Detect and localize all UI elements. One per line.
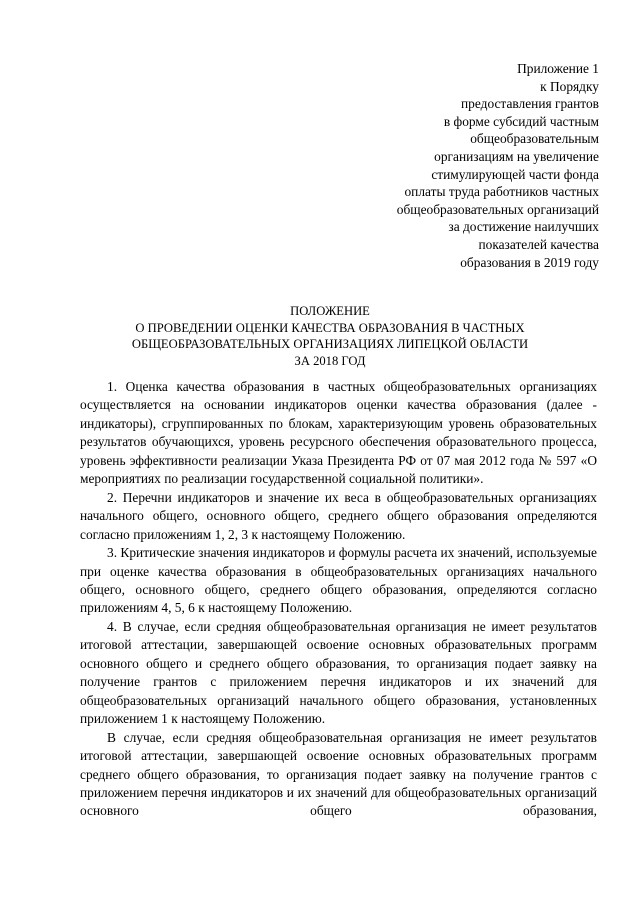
appendix-line: предоставления грантов — [461, 96, 599, 112]
title-line: ЗА 2018 ГОД — [294, 353, 366, 368]
paragraph-5: В случае, если средняя общеобразовательная организация не имеет результатов итоговой аттестации, завершающей освоение основных образовательных программ среднего общего образования, то организация подает заявку на получение грантов с приложением перечня индикаторов и их значений для общеобразовательных организаций основного общего образования, — [80, 729, 597, 819]
appendix-line: общеобразовательных организаций — [396, 201, 599, 217]
appendix-reference — [339, 60, 599, 271]
appendix-line: Приложение 1 — [517, 61, 599, 76]
title-line: О ПРОВЕДЕНИИ ОЦЕНКИ КАЧЕСТВА ОБРАЗОВАНИЯ В ЧАСТНЫХ — [135, 320, 525, 335]
document-title — [80, 303, 580, 369]
appendix-line: общеобразовательным — [470, 131, 599, 147]
paragraph-4: 4. В случае, если средняя общеобразовательная организация не имеет результатов итоговой аттестации, завершающей освоение основных образовательных программ основного общего и среднего общего образования, то организация подает заявку на получение грантов с приложением перечня индикаторов и их значений для общеобразовательных организаций начального общего образования, установленных приложением 1 к настоящему Положению. — [80, 618, 597, 727]
appendix-line: образования в 2019 году — [460, 254, 599, 270]
appendix-line: организациям на увеличение — [434, 148, 599, 164]
paragraph-1: 1. Оценка качества образования в частных общеобразовательных организациях осуществляется на основании индикаторов оценки качества образования (далее - индикаторы), сгруппированных по блокам, характеризующим уровень образовательных результатов обучающихся, уровень ресурсного обеспечения образовательного процесса, уровень эффективности реализации Указа Президента РФ от 07 мая 2012 года № 597 «О мероприятиях по реализации государственной социальной политики». — [80, 379, 597, 487]
appendix-line: показателей качества — [478, 236, 599, 252]
appendix-line: оплаты труда работников частных — [404, 184, 599, 200]
appendix-line: за достижение наилучших — [448, 219, 599, 235]
appendix-line: к Порядку — [540, 78, 599, 94]
paragraph-2: 2. Перечни индикаторов и значение их веса в общеобразовательных организациях начального общего, основного общего, среднего общего образования определяются согласно приложениям 1, 2, 3 к настоящему Положению. — [80, 489, 597, 542]
appendix-line: стимулирующей части фонда — [431, 166, 599, 182]
paragraph-3: 3. Критические значения индикаторов и формулы расчета их значений, используемые при оценке качества образования в общеобразовательных организациях начального общего, основного общего, среднего общего образования, определяются согласно приложениям 4, 5, 6 к настоящему Положению. — [80, 545, 597, 616]
title-line: ОБЩЕОБРАЗОВАТЕЛЬНЫХ ОРГАНИЗАЦИЯХ ЛИПЕЦКОЙ ОБЛАСТИ — [131, 337, 529, 351]
title-line: ПОЛОЖЕНИЕ — [290, 304, 370, 318]
document-body — [80, 378, 597, 821]
appendix-line: в форме субсидий частным — [443, 113, 599, 129]
